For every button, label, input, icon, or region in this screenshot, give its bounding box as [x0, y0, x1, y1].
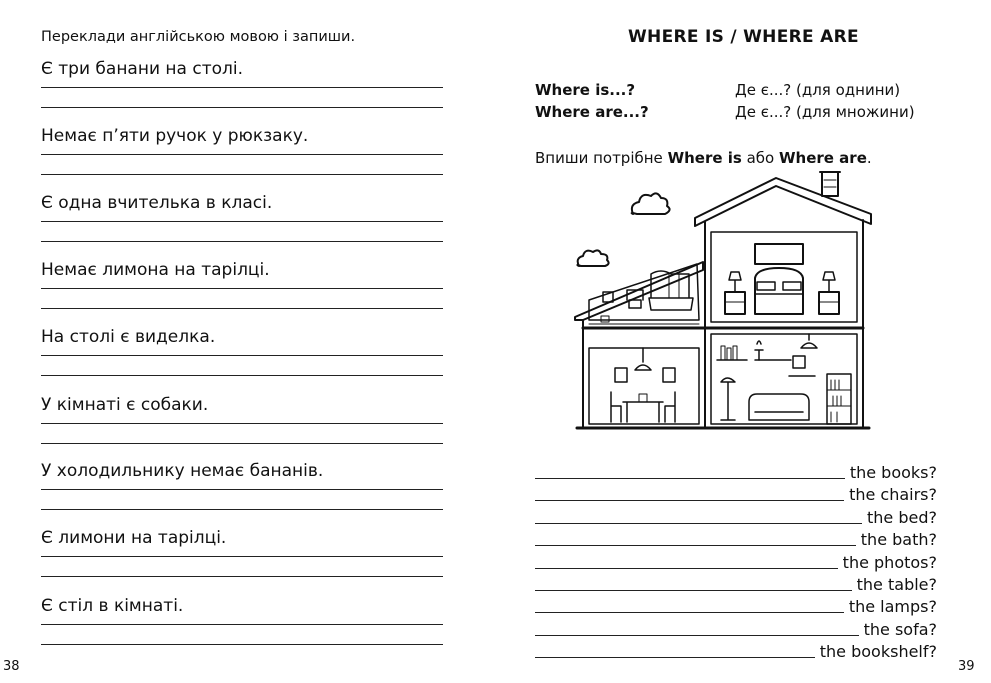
definition-term — [535, 103, 649, 121]
answer-line[interactable] — [41, 489, 443, 490]
window — [601, 316, 609, 322]
sentence: У холодильнику немає бананів. — [41, 461, 324, 481]
answer-blank[interactable] — [535, 634, 859, 636]
bedside-table — [725, 292, 745, 314]
question-row — [535, 462, 937, 482]
answer-line[interactable] — [41, 174, 443, 175]
lower-roof — [575, 262, 703, 320]
page-title: WHERE IS / WHERE ARE — [628, 27, 859, 47]
page-number-right: 39 — [958, 659, 975, 674]
sentence: Немає п’яти ручок у рюкзаку. — [41, 126, 309, 146]
chimney — [822, 172, 838, 196]
answer-line[interactable] — [41, 107, 443, 108]
sofa-icon — [749, 394, 809, 420]
answer-line[interactable] — [41, 308, 443, 309]
definition-term — [535, 81, 635, 99]
chair-icon — [611, 392, 621, 422]
translation-task-2 — [41, 126, 443, 175]
sentence: Є лимони на тарілці. — [41, 528, 227, 548]
question-text: the bath? — [860, 530, 937, 549]
question-text: the chairs? — [849, 485, 937, 504]
instruction-text: . — [866, 149, 872, 167]
question-row — [535, 529, 937, 549]
floor-lamp-icon — [721, 378, 735, 420]
cloud-icon — [632, 193, 670, 214]
answer-line[interactable] — [41, 644, 443, 645]
answer-line[interactable] — [41, 576, 443, 577]
left-instruction: Переклади англійською мовою і запиши. — [41, 29, 356, 45]
question-row — [535, 507, 937, 527]
page-number-left: 38 — [3, 659, 20, 674]
chair-icon — [665, 392, 675, 422]
picture-frame — [663, 368, 675, 382]
question-text: the table? — [856, 575, 937, 594]
lamp-icon — [823, 272, 835, 292]
answer-line[interactable] — [41, 443, 443, 444]
picture-frame — [793, 356, 805, 368]
sentence: Є стіл в кімнаті. — [41, 596, 184, 616]
answer-blank[interactable] — [535, 477, 845, 479]
answer-line[interactable] — [41, 423, 443, 424]
term-where-are: Where are...? — [535, 103, 649, 121]
answer-line[interactable] — [41, 624, 443, 625]
question-text: the bookshelf? — [819, 642, 937, 661]
question-row — [535, 596, 937, 616]
instruction-text: Впиши потрібне — [535, 149, 668, 167]
sentence: У кімнаті є собаки. — [41, 395, 209, 415]
upper-roof — [695, 178, 871, 226]
left-page — [0, 0, 495, 683]
answer-line[interactable] — [41, 221, 443, 222]
term-where-is: Where is...? — [535, 81, 636, 99]
answer-line[interactable] — [41, 154, 443, 155]
vase-icon — [639, 394, 647, 402]
answer-blank[interactable] — [535, 611, 844, 613]
translation-task-8 — [41, 528, 443, 577]
translation-task-4 — [41, 260, 443, 309]
translation-task-5 — [41, 327, 443, 376]
sentence: Немає лимона на тарілці. — [41, 260, 270, 280]
question-row — [535, 484, 937, 504]
question-text: the sofa? — [863, 620, 937, 639]
bedside-table — [819, 292, 839, 314]
answer-line[interactable] — [41, 556, 443, 557]
dining-table — [623, 402, 663, 422]
question-row — [535, 574, 937, 594]
plant-icon — [755, 341, 763, 360]
translation-task-1 — [41, 59, 443, 108]
question-text: the photos? — [842, 553, 937, 572]
answer-line[interactable] — [41, 375, 443, 376]
right-instruction — [535, 149, 872, 167]
answer-line[interactable] — [41, 355, 443, 356]
question-row — [535, 619, 937, 639]
answer-line[interactable] — [41, 87, 443, 88]
instruction-text: або — [741, 149, 779, 167]
answer-line[interactable] — [41, 288, 443, 289]
answer-line[interactable] — [41, 241, 443, 242]
answer-blank[interactable] — [535, 567, 838, 569]
translation-task-3 — [41, 193, 443, 242]
sentence: Є три банани на столі. — [41, 59, 243, 79]
question-text: the books? — [849, 463, 937, 482]
sentence: Є одна вчителька в класі. — [41, 193, 273, 213]
picture-frame — [615, 368, 627, 382]
translation-task-6 — [41, 395, 443, 444]
cloud-icon — [577, 250, 608, 266]
translation-task-9 — [41, 596, 443, 645]
definition-meaning: Де є...? (для однини) — [735, 81, 901, 99]
answer-blank[interactable] — [535, 522, 862, 524]
option-where-are: Where are — [778, 149, 867, 167]
answer-blank[interactable] — [535, 589, 852, 591]
question-text: the lamps? — [848, 597, 937, 616]
ceiling-lamp-icon — [635, 348, 651, 370]
question-text: the bed? — [867, 508, 937, 527]
answer-line[interactable] — [41, 509, 443, 510]
question-row — [535, 641, 937, 661]
answer-blank[interactable] — [535, 656, 815, 658]
ceiling-lamp-icon — [801, 334, 817, 348]
option-where-is: Where is — [667, 149, 742, 167]
bedroom-picture — [755, 244, 803, 264]
question-row — [535, 552, 937, 572]
lamp-icon — [729, 272, 741, 292]
bed — [755, 268, 803, 314]
definition-meaning: Де є...? (для множини) — [735, 103, 915, 121]
answer-blank[interactable] — [535, 499, 844, 501]
answer-blank[interactable] — [535, 544, 856, 546]
translation-task-7 — [41, 461, 443, 510]
house-cross-section-illustration — [571, 170, 881, 436]
sentence: На столі є виделка. — [41, 327, 216, 347]
